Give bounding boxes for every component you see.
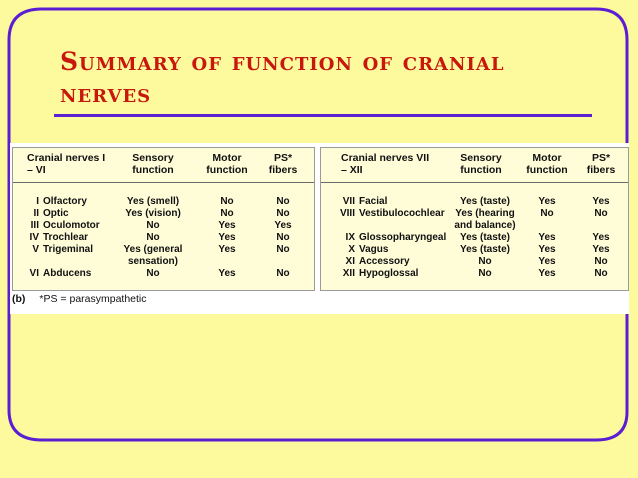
nerve-number: XI xyxy=(345,256,355,267)
sensory-cell: No xyxy=(478,268,492,279)
ps-cell: Yes xyxy=(592,196,610,207)
motor-cell: Yes xyxy=(538,232,556,243)
ps-cell: No xyxy=(594,268,608,279)
nerve-number: II xyxy=(33,208,39,219)
motor-cell: Yes xyxy=(538,196,556,207)
sensory-cell: Yes (hearing xyxy=(455,208,515,219)
ps-cell: No xyxy=(276,196,290,207)
ps-cell: No xyxy=(276,244,290,255)
sensory-cell: Yes (vision) xyxy=(125,208,181,219)
header-motor: Motor function xyxy=(526,152,568,176)
header-ps: PS* fibers xyxy=(268,152,298,176)
table-header-right xyxy=(321,148,628,183)
sensory-cell: No xyxy=(478,256,492,267)
motor-cell: Yes xyxy=(538,244,556,255)
nerve-number: VII xyxy=(342,196,355,207)
nerve-name: Accessory xyxy=(359,256,410,267)
ps-cell: No xyxy=(594,256,608,267)
header-ps: PS* fibers xyxy=(586,152,616,176)
nerve-number: IV xyxy=(29,232,39,243)
nerve-number: III xyxy=(30,220,39,231)
slide-title: Summary of function of cranial nerves xyxy=(60,47,505,108)
header-motor: Motor function xyxy=(206,152,248,176)
sensory-cell: No xyxy=(146,220,160,231)
nerve-number: XII xyxy=(342,268,355,279)
sensory-cell-cont: sensation) xyxy=(127,256,178,267)
nerve-name: Trigeminal xyxy=(43,244,94,255)
motor-cell: No xyxy=(220,196,234,207)
nerve-number: VIII xyxy=(339,208,355,219)
sensory-cell: Yes (taste) xyxy=(459,196,511,207)
sensory-cell: No xyxy=(146,232,160,243)
motor-cell: No xyxy=(540,208,554,219)
table-header-left xyxy=(13,148,314,183)
nerve-name: Olfactory xyxy=(43,196,87,207)
sensory-cell: Yes (taste) xyxy=(459,244,511,255)
nerve-name: Vagus xyxy=(359,244,389,255)
table-panel-right xyxy=(320,147,629,291)
motor-cell: Yes xyxy=(538,268,556,279)
ps-cell: No xyxy=(276,208,290,219)
table-panel-left xyxy=(12,147,315,291)
sensory-cell: Yes (general xyxy=(123,244,183,255)
ps-cell: No xyxy=(276,232,290,243)
ps-cell: Yes xyxy=(274,220,292,231)
header-nerves: Cranial nerves VII – XII xyxy=(341,152,430,176)
nerve-number: X xyxy=(348,244,355,255)
ps-cell: Yes xyxy=(592,244,610,255)
cranial-nerve-figure xyxy=(10,143,629,314)
footnote xyxy=(12,293,147,305)
ps-cell: No xyxy=(594,208,608,219)
motor-cell: Yes xyxy=(538,256,556,267)
sensory-cell: Yes (taste) xyxy=(459,232,511,243)
nerve-name: Oculomotor xyxy=(43,220,100,231)
title-underline xyxy=(54,114,592,117)
nerve-name: Vestibulocochlear xyxy=(359,208,445,219)
nerve-name: Hypoglossal xyxy=(359,268,419,279)
motor-cell: No xyxy=(220,208,234,219)
sensory-cell-cont: and balance) xyxy=(454,220,516,231)
ps-cell: No xyxy=(276,268,290,279)
motor-cell: Yes xyxy=(218,244,236,255)
nerve-number: VI xyxy=(29,268,39,279)
nerve-number: I xyxy=(36,196,39,207)
nerve-name: Optic xyxy=(43,208,69,219)
ps-cell: Yes xyxy=(592,232,610,243)
nerve-name: Abducens xyxy=(43,268,92,279)
nerve-name: Glossopharyngeal xyxy=(359,232,447,243)
motor-cell: Yes xyxy=(218,220,236,231)
header-nerves: Cranial nerves I – VI xyxy=(27,152,106,176)
footnote-label: (b) xyxy=(12,293,26,305)
nerve-number: IX xyxy=(345,232,355,243)
nerve-name: Facial xyxy=(359,196,388,207)
header-sensory: Sensory function xyxy=(132,152,174,176)
nerve-name: Trochlear xyxy=(43,232,89,243)
motor-cell: Yes xyxy=(218,268,236,279)
footnote-text: *PS = parasympathetic xyxy=(39,293,147,305)
sensory-cell: Yes (smell) xyxy=(126,196,180,207)
header-sensory: Sensory function xyxy=(460,152,502,176)
nerve-number: V xyxy=(32,244,39,255)
motor-cell: Yes xyxy=(218,232,236,243)
sensory-cell: No xyxy=(146,268,160,279)
